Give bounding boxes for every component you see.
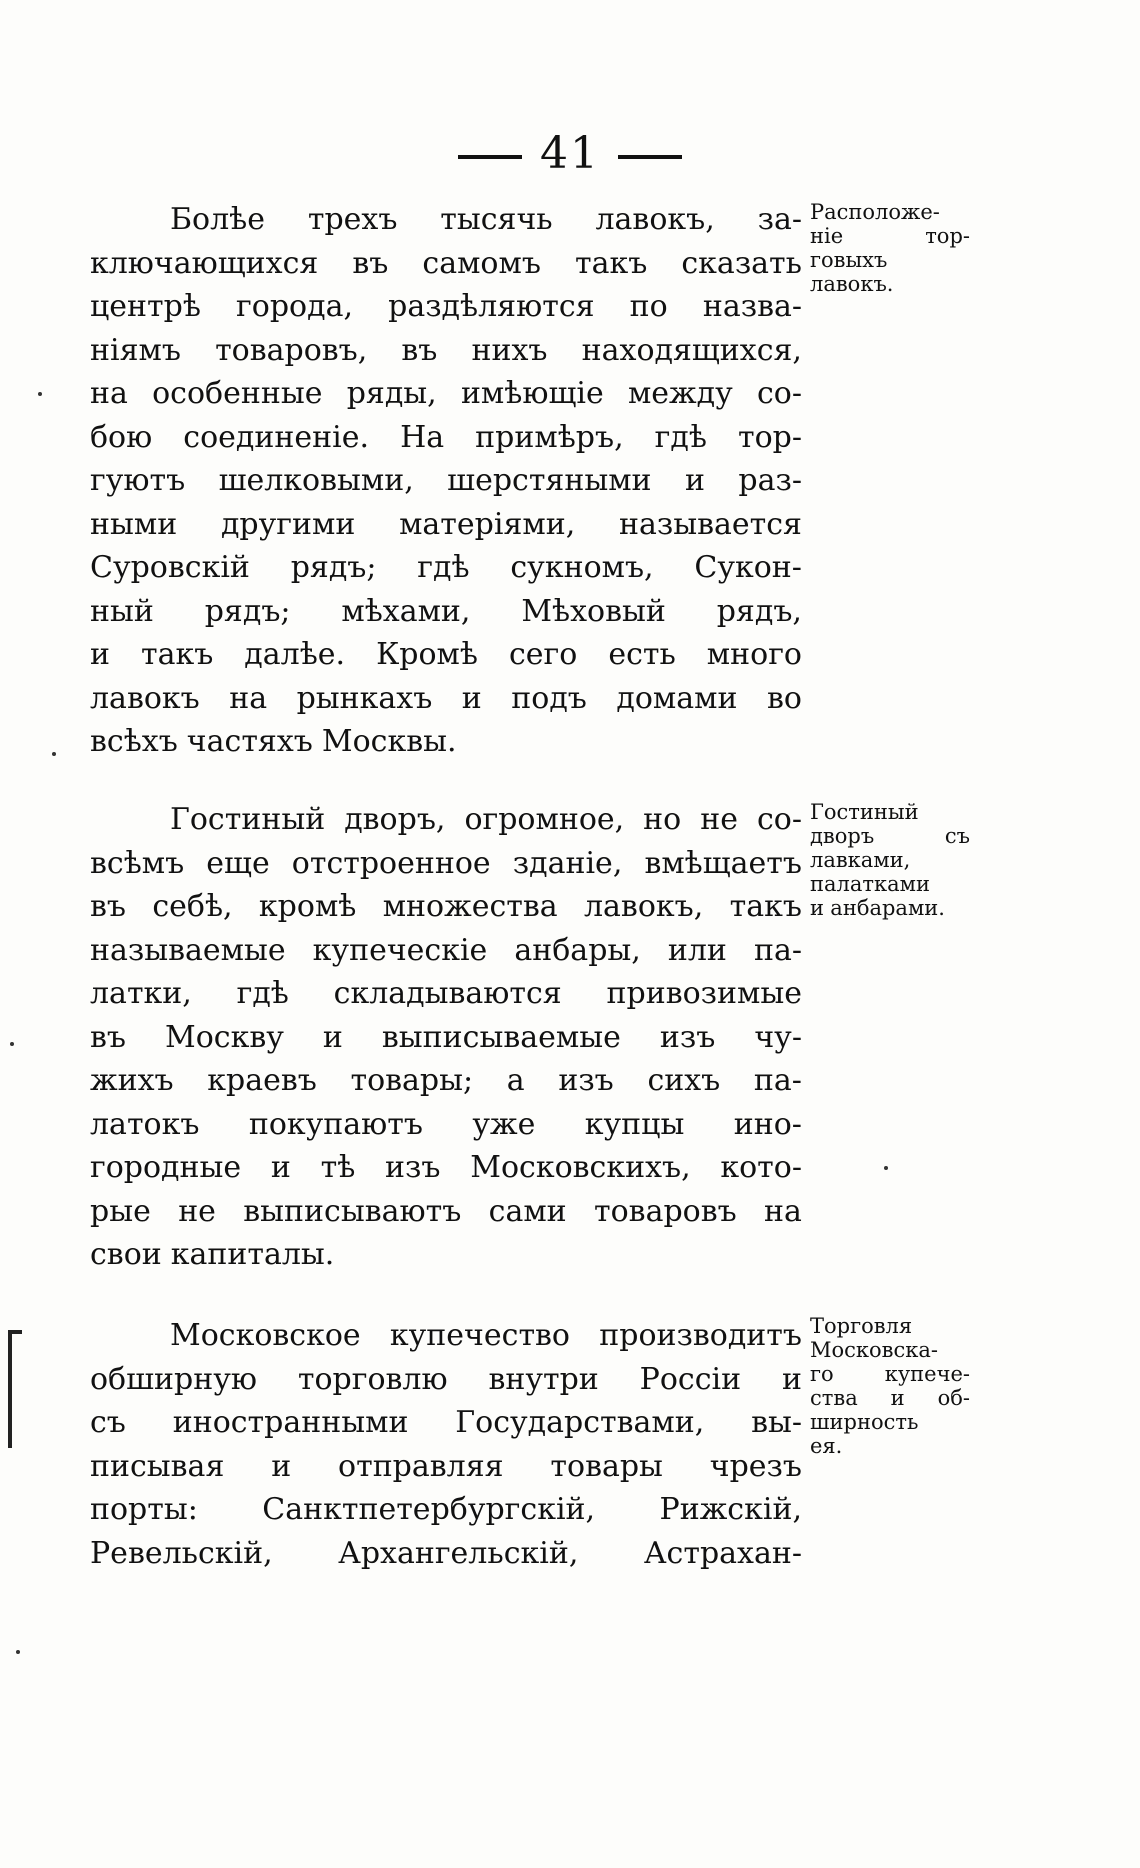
text-line: обширную торговлю внутри Россіи и xyxy=(90,1361,802,1397)
margin-note-line: ніе тор- xyxy=(810,224,970,248)
margin-note-line: Расположе- xyxy=(810,200,940,224)
scan-speck xyxy=(10,1042,14,1046)
text-line: центрѣ города, раздѣляются по назва- xyxy=(90,289,802,324)
page-number-text: 41 xyxy=(540,128,600,179)
margin-note-2 xyxy=(810,800,970,920)
margin-note-line: ширность xyxy=(810,1410,919,1434)
text-line: Московское купечество производитъ xyxy=(170,1318,802,1353)
text-line: ными другими матеріями, называется xyxy=(90,506,802,542)
margin-note-line: палатками xyxy=(810,872,930,896)
margin-note-line: говыхъ xyxy=(810,248,888,272)
margin-note-line: ства и об- xyxy=(810,1386,970,1410)
paragraph-3 xyxy=(90,1314,802,1575)
scan-speck xyxy=(38,392,42,396)
text-line: жихъ краевъ товары; а изъ сихъ па- xyxy=(90,1063,802,1098)
text-line: называемые купеческіе анбары, или па- xyxy=(90,932,802,968)
text-line: ный рядъ; мѣхами, Мѣховый рядъ, xyxy=(90,593,802,629)
text-line: всѣмъ еще отстроенное зданіе, вмѣщаетъ xyxy=(90,845,802,881)
scan-speck xyxy=(16,1650,20,1654)
margin-note-3 xyxy=(810,1314,970,1458)
text-line: порты: Санктпетербургскій, Рижскій, xyxy=(90,1492,802,1527)
page-number xyxy=(0,128,1140,179)
paragraph-2 xyxy=(90,798,802,1277)
text-line: ключающихся въ самомъ такъ сказать xyxy=(90,245,802,281)
left-dash xyxy=(458,155,522,159)
text-line: рые не выписываютъ сами товаровъ на xyxy=(90,1193,802,1229)
margin-note-1 xyxy=(810,200,970,296)
text-line: писывая и отправляя товары чрезъ xyxy=(90,1448,802,1484)
text-line: городные и тѣ изъ Московскихъ, кото- xyxy=(90,1150,802,1185)
text-line: Суровскій рядъ; гдѣ сукномъ, Сукон- xyxy=(90,550,802,585)
text-line: и такъ далѣе. Кромѣ сего есть много xyxy=(90,637,802,672)
text-line: лавокъ на рынкахъ и подъ домами во xyxy=(90,680,802,716)
text-line: свои капиталы. xyxy=(90,1237,335,1272)
right-dash xyxy=(618,155,682,159)
text-line: Гостиный дворъ, огромное, но не со- xyxy=(170,802,802,837)
text-line: въ Москву и выписываемые изъ чу- xyxy=(90,1019,802,1055)
margin-note-line: лавокъ. xyxy=(810,272,894,296)
text-line: латки, гдѣ складываются привозимые xyxy=(90,976,802,1011)
margin-note-line: дворъ съ xyxy=(810,824,970,848)
text-line: Ревельскій, Архангельскій, Астрахан- xyxy=(90,1535,802,1571)
paragraph-1 xyxy=(90,198,802,764)
text-line: ніямъ товаровъ, въ нихъ находящихся, xyxy=(90,332,802,368)
text-line: латокъ покупаютъ уже купцы ино- xyxy=(90,1106,802,1142)
text-line: гуютъ шелковыми, шерстяными и раз- xyxy=(90,463,802,498)
text-line: на особенные ряды, имѣющіе между со- xyxy=(90,376,802,411)
scan-edge-mark xyxy=(8,1330,12,1448)
scan-speck xyxy=(884,1166,888,1170)
scan-speck xyxy=(52,752,56,756)
margin-note-line: и анбарами. xyxy=(810,896,945,920)
margin-note-line: Гостиный xyxy=(810,800,919,824)
text-line: бою соединеніе. На примѣръ, гдѣ тор- xyxy=(90,419,802,455)
text-line: Болѣе трехъ тысячь лавокъ, за- xyxy=(170,202,802,237)
margin-note-line: лавками, xyxy=(810,848,911,872)
text-line: съ иностранными Государствами, вы- xyxy=(90,1405,802,1440)
margin-note-line: Московска- xyxy=(810,1338,938,1362)
text-line: всѣхъ частяхъ Москвы. xyxy=(90,724,457,759)
margin-note-line: Торговля xyxy=(810,1314,913,1338)
margin-note-line: ея. xyxy=(810,1434,843,1458)
text-line: въ себѣ, кромѣ множества лавокъ, такъ xyxy=(90,889,802,924)
margin-note-line: го купече- xyxy=(810,1362,970,1386)
